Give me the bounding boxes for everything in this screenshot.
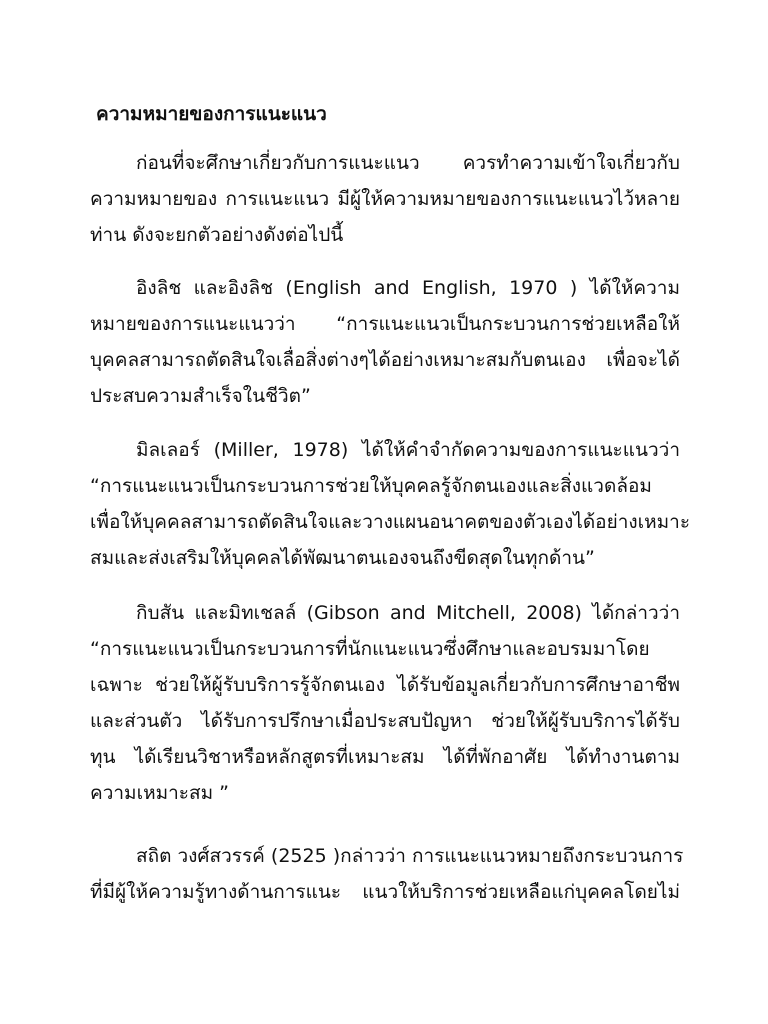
paragraph-gibson-and-mitchell bbox=[90, 595, 680, 811]
paragraph-line: ความหมายของ การแนะแนว มีผู้ให้ความหมายของการแนะแนวไว้หลาย bbox=[90, 188, 680, 210]
paragraph-line: “การแนะแนวเป็นกระบวนการที่นักแนะแนวซึ่งศึกษาและอบรมมาโดย bbox=[90, 638, 650, 660]
paragraph-line: ประสบความสำเร็จในชีวิต” bbox=[90, 385, 311, 407]
paragraph-line: บุคคลสามารถตัดสินใจเลื่อสิ่งต่างๆได้อย่างเหมาะสมกับตนเอง เพื่อจะได้ bbox=[90, 349, 680, 371]
paragraph-line: กิบสัน และมิทเชลล์ (Gibson and Mitchell, 2008) ได้กล่าวว่า bbox=[136, 602, 680, 624]
paragraph-line: ความเหมาะสม ” bbox=[90, 782, 229, 804]
paragraph-line: สมและส่งเสริมให้บุคคลได้พัฒนาตนเองจนถึงขีดสุดในทุกด้าน” bbox=[90, 547, 595, 569]
paragraph-line: “การแนะแนวเป็นกระบวนการช่วยให้บุคคลรู้จักตนเองและสิ่งแวดล้อม bbox=[90, 475, 652, 497]
paragraph-line: หมายของการแนะแนวว่า “การแนะแนวเป็นกระบวนการช่วยเหลือให้ bbox=[90, 313, 680, 335]
paragraph-line: และส่วนตัว ได้รับการปรึกษาเมื่อประสบปัญหา ช่วยให้ผู้รับบริการได้รับ bbox=[90, 710, 680, 732]
paragraph-line: มิลเลอร์ (Miller, 1978) ได้ให้คำจำกัดความของการแนะแนวว่า bbox=[136, 439, 680, 461]
paragraph-miller bbox=[90, 432, 691, 576]
paragraph-line: อิงลิช และอิงลิช (English and English, 1970 ) ได้ให้ความ bbox=[136, 277, 680, 299]
paragraph-line: ทุน ได้เรียนวิชาหรือหลักสูตรที่เหมาะสม ได้ที่พักอาศัย ได้ทำงานตาม bbox=[90, 746, 680, 768]
paragraph-line: เฉพาะ ช่วยให้ผู้รับบริการรู้จักตนเอง ได้รับข้อมูลเกี่ยวกับการศึกษาอาชีพ bbox=[90, 674, 680, 696]
paragraph-english-and-english bbox=[90, 270, 680, 414]
paragraph-sathit bbox=[90, 838, 684, 910]
document-title: ความหมายของการแนะแนว bbox=[96, 103, 327, 125]
paragraph-line: เพื่อให้บุคคลสามารถตัดสินใจและวางแผนอนาคตของตัวเองได้อย่างเหมาะ bbox=[90, 511, 691, 533]
paragraph-line: สถิต วงศ์สวรรค์ (2525 )กล่าวว่า การแนะแนวหมายถึงกระบวนการ bbox=[136, 845, 684, 867]
paragraph-line: ก่อนที่จะศึกษาเกี่ยวกับการแนะแนว ควรทำความเข้าใจเกี่ยวกับ bbox=[136, 152, 680, 174]
paragraph-line: ที่มีผู้ให้ความรู้ทางด้านการแนะ แนวให้บริการช่วยเหลือแก่บุคคลโดยไม่ bbox=[90, 881, 680, 903]
paragraph-line: ท่าน ดังจะยกตัวอย่างดังต่อไปนี้ bbox=[90, 224, 344, 246]
paragraph-definition-intro bbox=[90, 145, 680, 253]
